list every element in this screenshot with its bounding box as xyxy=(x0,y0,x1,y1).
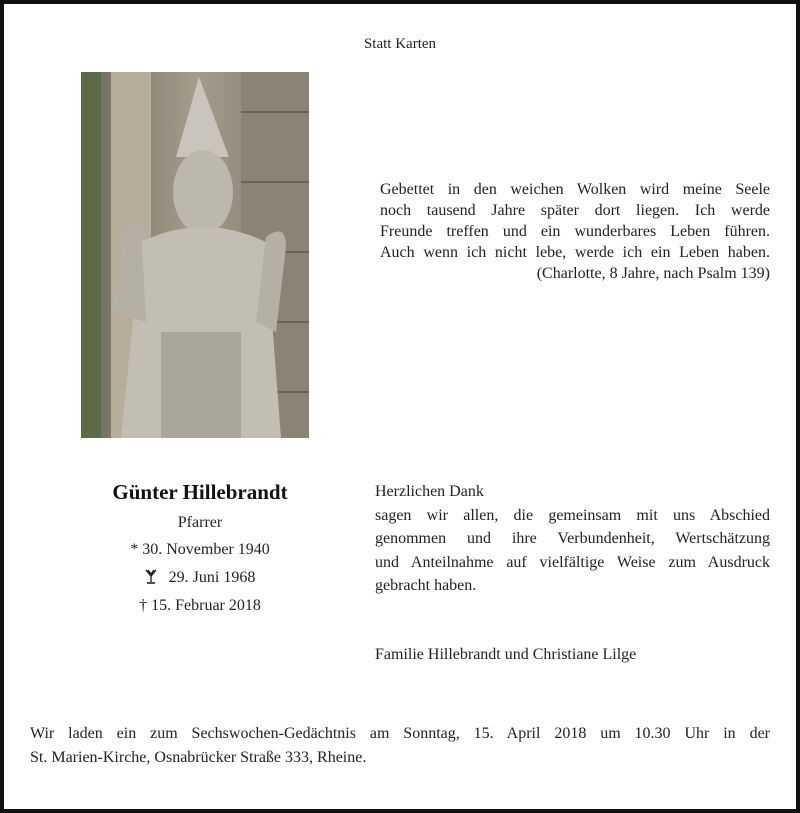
poem-line: Gebettet in den weichen Wolken wird meine Seele xyxy=(380,181,770,198)
thanks-heading: Herzlichen Dank xyxy=(375,483,484,500)
death-date: 15. Februar 2018 xyxy=(151,597,261,614)
cross-symbol: † xyxy=(139,597,148,614)
poem-line: Auch wenn ich nicht lebe, werde ich ein Leben haben. xyxy=(380,244,770,261)
statue-photo xyxy=(81,72,309,438)
poem xyxy=(380,179,770,284)
deceased-name: Günter Hillebrandt xyxy=(112,480,288,504)
invitation-line: Wir laden ein zum Sechswochen-Gedächtnis am Sonntag, 15. April 2018 um 10.30 Uhr in der xyxy=(30,725,770,742)
birth-date: 30. November 1940 xyxy=(142,541,270,558)
invitation xyxy=(30,722,770,770)
poem-source: (Charlotte, 8 Jahre, nach Psalm 139) xyxy=(536,265,770,282)
header-text: Statt Karten xyxy=(363,36,437,52)
poem-line: noch tausend Jahre später dort liegen. Ich werde xyxy=(380,202,770,219)
thanks-block xyxy=(375,480,770,598)
thanks-line: sagen wir allen, die gemeinsam mit uns Abschied xyxy=(375,506,770,524)
birth-date-line xyxy=(80,541,320,559)
thanks-line: und Anteilnahme auf vielfältige Weise zum Ausdruck xyxy=(375,553,770,571)
chalice-icon xyxy=(145,569,157,589)
invitation-line: St. Marien-Kirche, Osnabrücker Straße 333, Rheine. xyxy=(30,749,367,766)
thanks-line: genommen und ihre Verbundenheit, Wertschätzung xyxy=(375,530,770,547)
poem-line: Freunde treffen und ein wunderbares Leben führen. xyxy=(380,223,770,240)
ordination-date-line xyxy=(80,569,320,589)
deceased-title: Pfarrer xyxy=(177,514,223,531)
death-date-line xyxy=(80,597,320,615)
thanks-line: gebracht haben. xyxy=(375,577,477,594)
ordination-date: 29. Juni 1968 xyxy=(168,569,256,586)
family-signature: Familie Hillebrandt und Christiane Lilge xyxy=(375,646,637,663)
born-symbol: * xyxy=(130,541,139,558)
